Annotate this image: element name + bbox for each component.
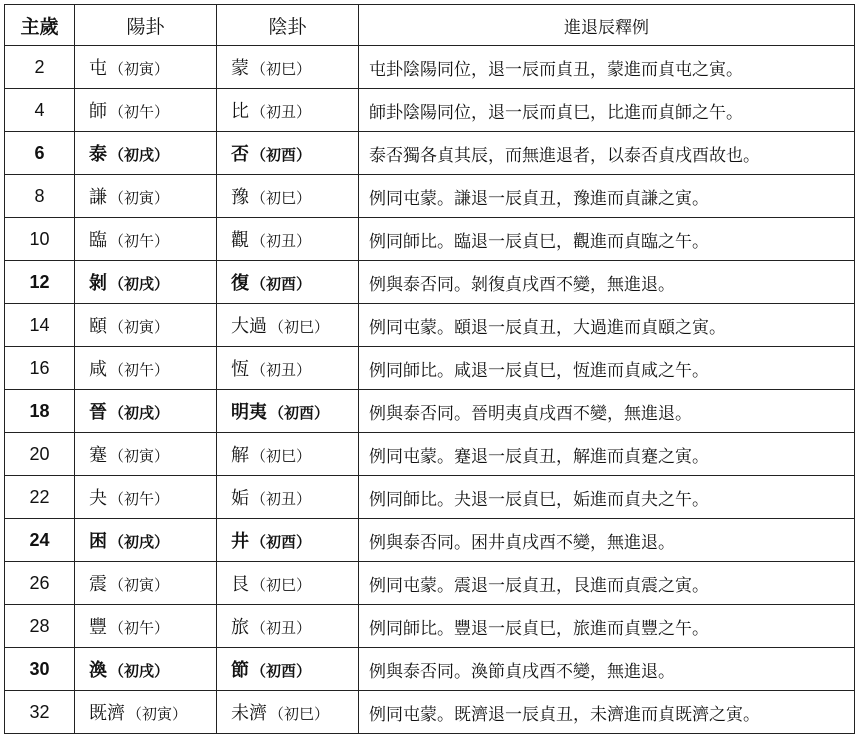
- yin-hexagram-cell: [217, 648, 359, 691]
- yang-initial-branch: （初午）: [109, 103, 170, 121]
- yin-initial-branch: （初酉）: [269, 404, 330, 422]
- yang-hexagram-cell: [75, 218, 217, 261]
- explanation-cell: 例同屯蒙。謙退一辰貞丑，豫進而貞謙之寅。: [359, 175, 855, 218]
- yang-hexagram: 剝: [89, 273, 107, 294]
- yin-initial-branch: （初巳）: [269, 318, 330, 336]
- yin-hexagram: 比: [231, 101, 249, 122]
- explanation-cell: 例同師比。臨退一辰貞巳，觀進而貞臨之午。: [359, 218, 855, 261]
- yin-hexagram: 旅: [231, 617, 249, 638]
- yang-hexagram: 蹇: [89, 445, 107, 466]
- yin-initial-branch: （初丑）: [251, 490, 312, 508]
- yin-hexagram-cell: [217, 562, 359, 605]
- table-row: [5, 648, 855, 691]
- age-cell: 18: [5, 390, 75, 433]
- age-cell: 10: [5, 218, 75, 261]
- yang-initial-branch: （初寅）: [109, 318, 170, 336]
- yin-hexagram: 蒙: [231, 58, 249, 79]
- header-yang: 陽卦: [75, 5, 217, 46]
- explanation-cell: 例同屯蒙。既濟退一辰貞丑，未濟進而貞既濟之寅。: [359, 691, 855, 734]
- yin-hexagram-cell: [217, 304, 359, 347]
- yang-initial-branch: （初戌）: [109, 404, 170, 422]
- age-cell: 2: [5, 46, 75, 89]
- yang-hexagram-cell: [75, 175, 217, 218]
- explanation-cell: 例同屯蒙。頤退一辰貞丑，大過進而貞頤之寅。: [359, 304, 855, 347]
- yang-hexagram-cell: [75, 476, 217, 519]
- explanation-cell: 屯卦陰陽同位，退一辰而貞丑，蒙進而貞屯之寅。: [359, 46, 855, 89]
- table-row: [5, 46, 855, 89]
- table-row: [5, 218, 855, 261]
- yang-initial-branch: （初午）: [109, 490, 170, 508]
- yin-initial-branch: （初丑）: [251, 232, 312, 250]
- yin-hexagram-cell: [217, 218, 359, 261]
- yin-hexagram: 恆: [231, 359, 249, 380]
- yin-hexagram-cell: [217, 691, 359, 734]
- yin-hexagram: 未濟: [231, 703, 267, 724]
- yin-hexagram-cell: [217, 89, 359, 132]
- yin-hexagram: 井: [231, 531, 249, 552]
- yang-initial-branch: （初寅）: [109, 189, 170, 207]
- header-age: 主歲: [5, 5, 75, 46]
- yin-hexagram-cell: [217, 132, 359, 175]
- yin-hexagram-cell: [217, 347, 359, 390]
- age-cell: 4: [5, 89, 75, 132]
- age-cell: 22: [5, 476, 75, 519]
- explanation-cell: 例同屯蒙。蹇退一辰貞丑，解進而貞蹇之寅。: [359, 433, 855, 476]
- yin-initial-branch: （初酉）: [251, 662, 312, 680]
- explanation-cell: 例與泰否同。剝復貞戌酉不變，無進退。: [359, 261, 855, 304]
- yang-hexagram: 謙: [89, 187, 107, 208]
- table-row: [5, 132, 855, 175]
- table-row: [5, 433, 855, 476]
- yang-initial-branch: （初戌）: [109, 662, 170, 680]
- yang-hexagram-cell: [75, 562, 217, 605]
- yin-hexagram: 觀: [231, 230, 249, 251]
- yin-initial-branch: （初酉）: [251, 146, 312, 164]
- yang-hexagram-cell: [75, 46, 217, 89]
- table-row: [5, 175, 855, 218]
- table-row: [5, 390, 855, 433]
- header-explanation: 進退辰釋例: [359, 5, 855, 46]
- yin-hexagram-cell: [217, 175, 359, 218]
- age-cell: 16: [5, 347, 75, 390]
- yang-hexagram-cell: [75, 132, 217, 175]
- yang-hexagram: 既濟: [89, 703, 125, 724]
- yin-initial-branch: （初丑）: [251, 361, 312, 379]
- yang-initial-branch: （初午）: [109, 619, 170, 637]
- table-row: [5, 89, 855, 132]
- age-cell: 14: [5, 304, 75, 347]
- yang-initial-branch: （初午）: [109, 232, 170, 250]
- yin-hexagram-cell: [217, 519, 359, 562]
- age-cell: 32: [5, 691, 75, 734]
- table-row: [5, 347, 855, 390]
- yang-hexagram-cell: [75, 605, 217, 648]
- yang-hexagram: 渙: [89, 660, 107, 681]
- age-cell: 26: [5, 562, 75, 605]
- yin-initial-branch: （初酉）: [251, 533, 312, 551]
- yin-hexagram-cell: [217, 46, 359, 89]
- yin-hexagram-cell: [217, 261, 359, 304]
- yang-hexagram-cell: [75, 261, 217, 304]
- yin-hexagram: 豫: [231, 187, 249, 208]
- yin-hexagram-cell: [217, 605, 359, 648]
- yang-hexagram-cell: [75, 691, 217, 734]
- yang-hexagram: 師: [89, 101, 107, 122]
- yin-hexagram: 解: [231, 445, 249, 466]
- yang-hexagram: 泰: [89, 144, 107, 165]
- explanation-cell: 例與泰否同。晉明夷貞戌酉不變，無進退。: [359, 390, 855, 433]
- explanation-cell: 泰否獨各貞其辰，而無進退者，以泰否貞戌酉故也。: [359, 132, 855, 175]
- yang-hexagram: 臨: [89, 230, 107, 251]
- yang-initial-branch: （初寅）: [109, 60, 170, 78]
- yin-hexagram: 姤: [231, 488, 249, 509]
- yang-initial-branch: （初午）: [109, 361, 170, 379]
- explanation-cell: 例同師比。夬退一辰貞巳，姤進而貞夬之午。: [359, 476, 855, 519]
- age-cell: 30: [5, 648, 75, 691]
- yin-initial-branch: （初巳）: [269, 705, 330, 723]
- yin-initial-branch: （初巳）: [251, 60, 312, 78]
- table-row: [5, 562, 855, 605]
- explanation-cell: 例同師比。咸退一辰貞巳，恆進而貞咸之午。: [359, 347, 855, 390]
- yang-hexagram-cell: [75, 347, 217, 390]
- yang-hexagram-cell: [75, 89, 217, 132]
- yang-initial-branch: （初戌）: [109, 533, 170, 551]
- yin-initial-branch: （初丑）: [251, 103, 312, 121]
- age-cell: 8: [5, 175, 75, 218]
- yang-initial-branch: （初戌）: [109, 275, 170, 293]
- yang-hexagram-cell: [75, 433, 217, 476]
- yang-hexagram-cell: [75, 519, 217, 562]
- yin-initial-branch: （初丑）: [251, 619, 312, 637]
- table-row: [5, 605, 855, 648]
- yin-initial-branch: （初酉）: [251, 275, 312, 293]
- yang-initial-branch: （初寅）: [109, 576, 170, 594]
- explanation-cell: 例同屯蒙。震退一辰貞丑，艮進而貞震之寅。: [359, 562, 855, 605]
- yin-hexagram: 大過: [231, 316, 267, 337]
- age-cell: 12: [5, 261, 75, 304]
- yin-hexagram: 復: [231, 273, 249, 294]
- explanation-cell: 例同師比。豐退一辰貞巳，旅進而貞豐之午。: [359, 605, 855, 648]
- yin-hexagram-cell: [217, 476, 359, 519]
- yin-hexagram-cell: [217, 390, 359, 433]
- yang-initial-branch: （初寅）: [109, 447, 170, 465]
- age-cell: 28: [5, 605, 75, 648]
- header-row: [5, 5, 855, 46]
- yin-initial-branch: （初巳）: [251, 576, 312, 594]
- yin-hexagram: 否: [231, 144, 249, 165]
- yin-hexagram: 明夷: [231, 402, 267, 423]
- header-yin: 陰卦: [217, 5, 359, 46]
- yang-hexagram: 咸: [89, 359, 107, 380]
- explanation-cell: 師卦陰陽同位，退一辰而貞巳，比進而貞師之午。: [359, 89, 855, 132]
- yang-hexagram-cell: [75, 648, 217, 691]
- yang-hexagram: 困: [89, 531, 107, 552]
- yang-hexagram: 震: [89, 574, 107, 595]
- table-row: [5, 691, 855, 734]
- age-cell: 6: [5, 132, 75, 175]
- age-cell: 20: [5, 433, 75, 476]
- yang-initial-branch: （初戌）: [109, 146, 170, 164]
- yin-initial-branch: （初巳）: [251, 447, 312, 465]
- age-cell: 24: [5, 519, 75, 562]
- yin-hexagram: 艮: [231, 574, 249, 595]
- yang-initial-branch: （初寅）: [127, 705, 188, 723]
- yang-hexagram: 頤: [89, 316, 107, 337]
- table-row: [5, 519, 855, 562]
- table-row: [5, 304, 855, 347]
- hexagram-table: [4, 4, 855, 734]
- yin-initial-branch: （初巳）: [251, 189, 312, 207]
- yin-hexagram: 節: [231, 660, 249, 681]
- yang-hexagram: 晉: [89, 402, 107, 423]
- yang-hexagram-cell: [75, 390, 217, 433]
- yang-hexagram-cell: [75, 304, 217, 347]
- table-row: [5, 476, 855, 519]
- explanation-cell: 例與泰否同。渙節貞戌酉不變，無進退。: [359, 648, 855, 691]
- yang-hexagram: 豐: [89, 617, 107, 638]
- explanation-cell: 例與泰否同。困井貞戌酉不變，無進退。: [359, 519, 855, 562]
- yang-hexagram: 夬: [89, 488, 107, 509]
- yin-hexagram-cell: [217, 433, 359, 476]
- table-row: [5, 261, 855, 304]
- yang-hexagram: 屯: [89, 58, 107, 79]
